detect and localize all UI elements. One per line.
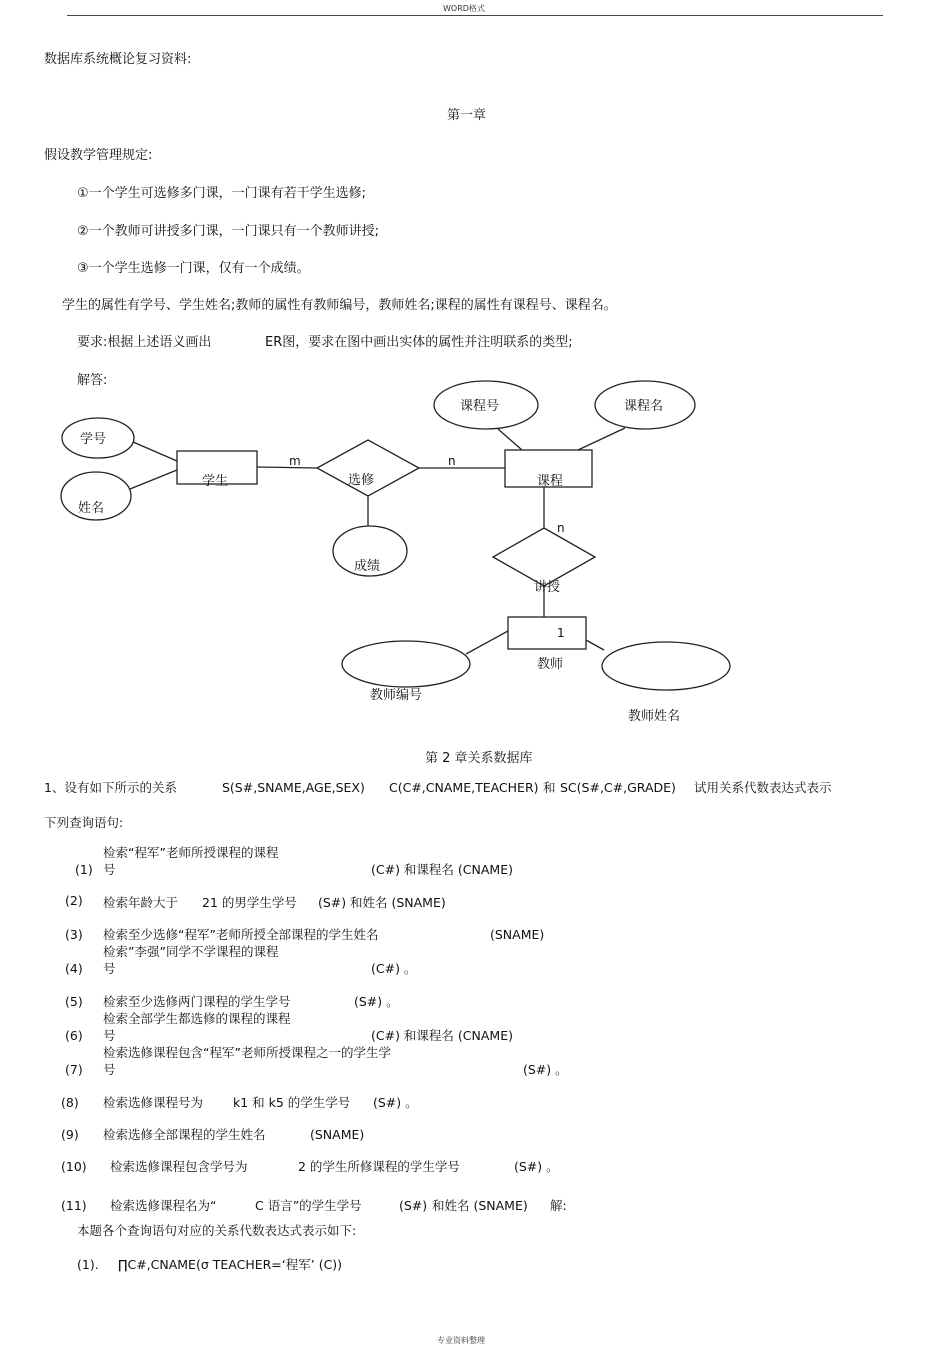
q2-text-b: 和姓名 (SNAME) [350,895,446,910]
q-intro-s: S(S#,SNAME,AGE,SEX) [222,780,365,795]
answer-label: 解答: [77,373,108,388]
q-intro-a: 1、设有如下所示的关系 [44,780,177,795]
q1-text-a: 检索“程军”老师所授课程的课程 [103,845,279,860]
q6-text-b: (C#) 和课程名 (CNAME) [371,1028,513,1043]
q10-text-x: 2 的学生所修课程的学生学号 [298,1159,460,1174]
q2-text-y: (S#) [318,895,347,910]
q2-text-a: 检索年龄大于 [103,895,179,910]
q7-num: (7) [65,1062,83,1077]
q-intro-2: 下列查询语句: [44,815,124,830]
q6-text-a2: 号 [103,1028,116,1043]
q8-num: (8) [61,1095,79,1110]
q11-text-a: 检索选修课程名为“ [110,1198,217,1213]
q11-text-y: (S#) [399,1198,428,1213]
er-label-teacher: 教师 [537,657,564,672]
q10-text-b: (S#) 。 [514,1159,559,1174]
solution-label: 解: [550,1198,567,1213]
q9-num: (9) [61,1127,79,1142]
er-label-sname: 姓名 [78,501,105,516]
chapter-1-heading: 第一章 [447,108,487,123]
q11-text-b: 和姓名 (SNAME) [432,1198,528,1213]
requirement-a: 要求:根据上述语义画出 [77,335,212,350]
q1-text-b: (C#) 和课程名 (CNAME) [371,862,513,877]
er-label-select: 选修 [348,473,375,488]
er-label-course: 课程 [537,474,564,489]
q3-num: (3) [65,927,83,942]
q2-text-x: 21 的男学生学号 [202,895,297,910]
answer-1-expression: ∏C#,CNAME(σ TEACHER=‘程军’ (C)) [118,1257,343,1272]
q7-text-a2: 号 [103,1062,116,1077]
er-label-cname: 课程名 [624,399,664,414]
q2-num: (2) [65,893,83,908]
q7-text-a: 检索选修课程包含“程军”老师所授课程之一的学生学 [103,1045,391,1060]
q-intro-c: C(C#,CNAME,TEACHER) [389,780,539,795]
q5-text-b: (S#) 。 [354,994,399,1009]
answer-intro: 本题各个查询语句对应的关系代数表达式表示如下: [77,1223,357,1238]
er-label-student: 学生 [202,474,229,489]
page-footer: 专业资料整理 [437,1336,485,1345]
rule-1: ①一个学生可选修多门课，一门课有若干学生选修; [77,186,367,201]
q-intro-sc: SC(S#,C#,GRADE) [560,780,676,795]
q8-text-x: k1 和 k5 的学生学号 [233,1095,351,1110]
q8-text-a: 检索选修课程号为 [103,1095,204,1110]
q11-num: (11) [61,1198,87,1213]
page-header: WORD格式 [443,4,485,13]
q8-text-b: (S#) 。 [373,1095,418,1110]
q9-text-b: (SNAME) [310,1127,365,1142]
q5-text-a: 检索至少选修两门课程的学生学号 [103,994,291,1009]
q5-num: (5) [65,994,83,1009]
er-label-grade: 成绩 [354,559,381,574]
er-label-tname: 教师姓名 [628,709,681,724]
rule-2: ②一个教师可讲授多门课，一门课只有一个教师讲授; [77,224,380,239]
answer-1-num: (1). [77,1257,99,1272]
entity-teacher [508,617,586,649]
rel-teach [493,528,595,586]
doc-title: 数据库系统概论复习资料: [44,52,192,67]
q9-text-a: 检索选修全部课程的学生姓名 [103,1127,266,1142]
attributes-line: 学生的属性有学号、学生姓名;教师的属性有教师编号，教师姓名;课程的属性有课程号、课程名。 [62,298,617,313]
er-cardinality-1: 1 [557,626,565,640]
q4-num: (4) [65,961,83,976]
requirement-b: ER图，要求在图中画出实体的属性并注明联系的类型; [265,335,573,350]
q4-text-a: 检索”李强”同学不学课程的课程 [103,944,279,959]
q-intro-e: 试用关系代数表达式表示 [694,780,832,795]
er-label-tno: 教师编号 [370,688,423,703]
er-cardinality-n-teach: n [557,521,565,535]
q3-text-a: 检索至少选修“程军”老师所授全部课程的学生姓名 [103,927,379,942]
assumption-label: 假设教学管理规定: [44,148,153,163]
er-cardinality-m: m [289,454,301,468]
q4-text-b: (C#) 。 [371,961,417,976]
q-intro-and: 和 [543,780,556,795]
q10-num: (10) [61,1159,87,1174]
q4-text-a2: 号 [103,961,116,976]
rule-3: ③一个学生选修一门课，仅有一个成绩。 [77,261,310,276]
q1-text-a2: 号 [103,862,116,877]
q10-text-a: 检索选修课程包含学号为 [110,1159,248,1174]
er-cardinality-n-select: n [448,454,456,468]
q11-text-x: C 语言”的学生学号 [255,1198,362,1213]
q6-text-a: 检索全部学生都选修的课程的课程 [103,1011,291,1026]
er-label-teach: 讲授 [534,580,561,595]
er-label-cno: 课程号 [460,399,500,414]
q7-text-b: (S#) 。 [523,1062,568,1077]
q3-text-b: (SNAME) [490,927,545,942]
attr-tname [602,642,730,690]
q6-num: (6) [65,1028,83,1043]
q1-num: (1) [75,862,93,877]
attr-tno [342,641,470,687]
er-label-sno: 学号 [80,432,107,447]
chapter-2-heading: 第 2 章关系数据库 [425,751,533,766]
